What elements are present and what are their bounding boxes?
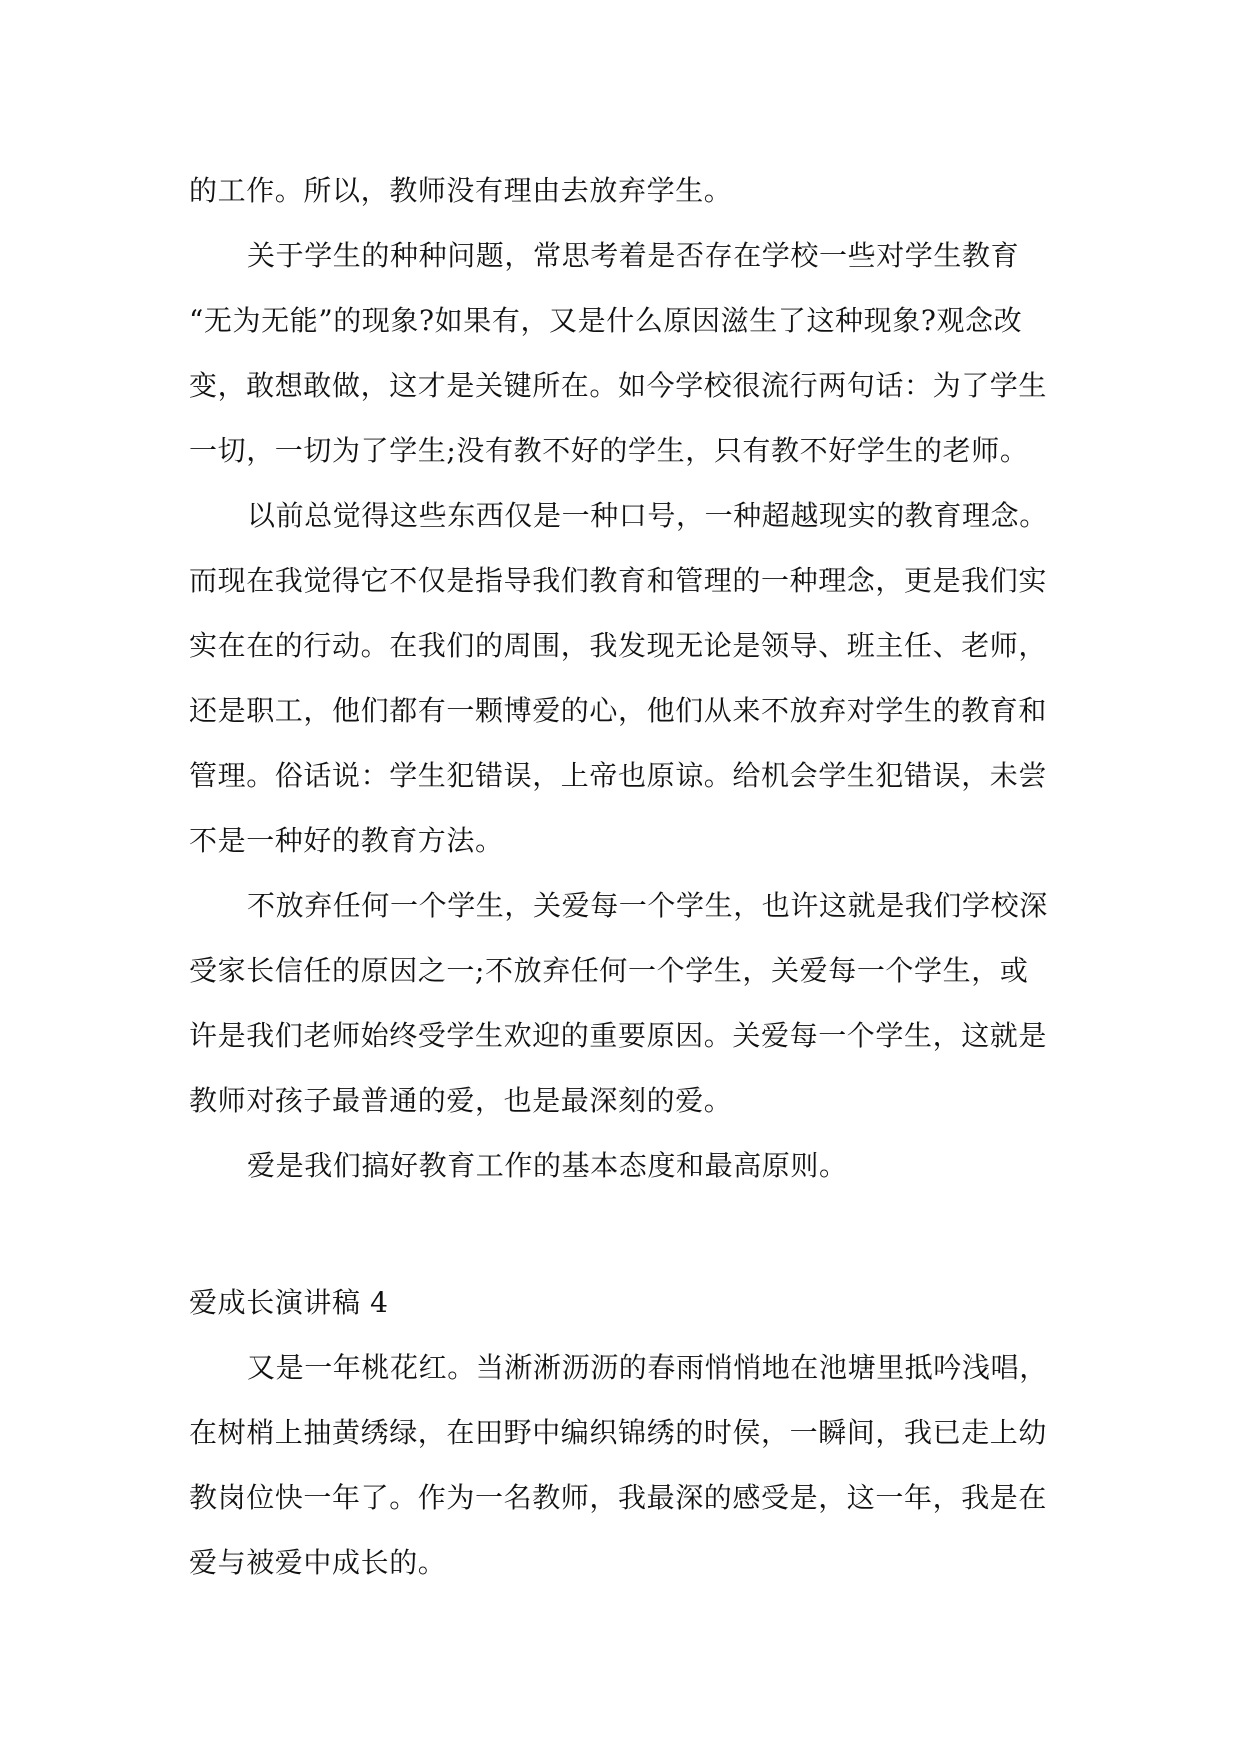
paragraph-2 xyxy=(189,223,1067,483)
text-line: 实在在的行动。在我们的周围，我发现无论是领导、班主任、老师， xyxy=(189,629,1048,662)
text-line: 而现在我觉得它不仅是指导我们教育和管理的一种理念，更是我们实 xyxy=(189,564,1048,597)
document-page xyxy=(189,158,1067,1595)
text-line: 受家长信任的原因之一;不放弃任何一个学生，关爱每一个学生，或 xyxy=(189,954,1029,987)
text-line: 又是一年桃花红。当淅淅沥沥的春雨悄悄地在池塘里抵吟浅唱， xyxy=(247,1351,1048,1384)
section-heading xyxy=(189,1270,1067,1335)
paragraph-3 xyxy=(189,483,1067,873)
text-line: 教师对孩子最普通的爱，也是最深刻的爱。 xyxy=(189,1084,733,1117)
paragraph-5 xyxy=(189,1133,1067,1198)
text-line: 在树梢上抽黄绣绿，在田野中编织锦绣的时侯，一瞬间，我已走上幼 xyxy=(189,1416,1048,1449)
paragraph-6 xyxy=(189,1335,1067,1595)
text-line: 不是一种好的教育方法。 xyxy=(189,824,504,857)
text-line: 管理。俗话说：学生犯错误，上帝也原谅。给机会学生犯错误，未尝 xyxy=(189,759,1048,792)
text-line: 爱是我们搞好教育工作的基本态度和最高原则。 xyxy=(247,1149,848,1182)
text-line: 变，敢想敢做，这才是关键所在。如今学校很流行两句话：为了学生 xyxy=(189,369,1048,402)
text-line: 不放弃任何一个学生，关爱每一个学生，也许这就是我们学校深 xyxy=(247,889,1048,922)
text-line: 关于学生的种种问题，常思考着是否存在学校一些对学生教育 xyxy=(247,239,1020,272)
text-line: 的工作。所以，教师没有理由去放弃学生。 xyxy=(189,174,733,207)
section-title: 爱成长演讲稿 4 xyxy=(189,1286,389,1319)
text-line: 以前总觉得这些东西仅是一种口号，一种超越现实的教育理念。 xyxy=(247,499,1048,532)
text-line: 还是职工，他们都有一颗博爱的心，他们从来不放弃对学生的教育和 xyxy=(189,694,1048,727)
text-line: 教岗位快一年了。作为一名教师，我最深的感受是，这一年，我是在 xyxy=(189,1481,1048,1514)
text-line: 许是我们老师始终受学生欢迎的重要原因。关爱每一个学生，这就是 xyxy=(189,1019,1048,1052)
paragraph-1 xyxy=(189,158,1067,223)
paragraph-4 xyxy=(189,873,1067,1133)
text-line: 一切，一切为了学生;没有教不好的学生，只有教不好学生的老师。 xyxy=(189,434,1029,467)
text-line: “无为无能”的现象?如果有，又是什么原因滋生了这种现象?观念改 xyxy=(189,304,1023,337)
section-gap xyxy=(189,1198,1067,1270)
text-line: 爱与被爱中成长的。 xyxy=(189,1546,447,1579)
